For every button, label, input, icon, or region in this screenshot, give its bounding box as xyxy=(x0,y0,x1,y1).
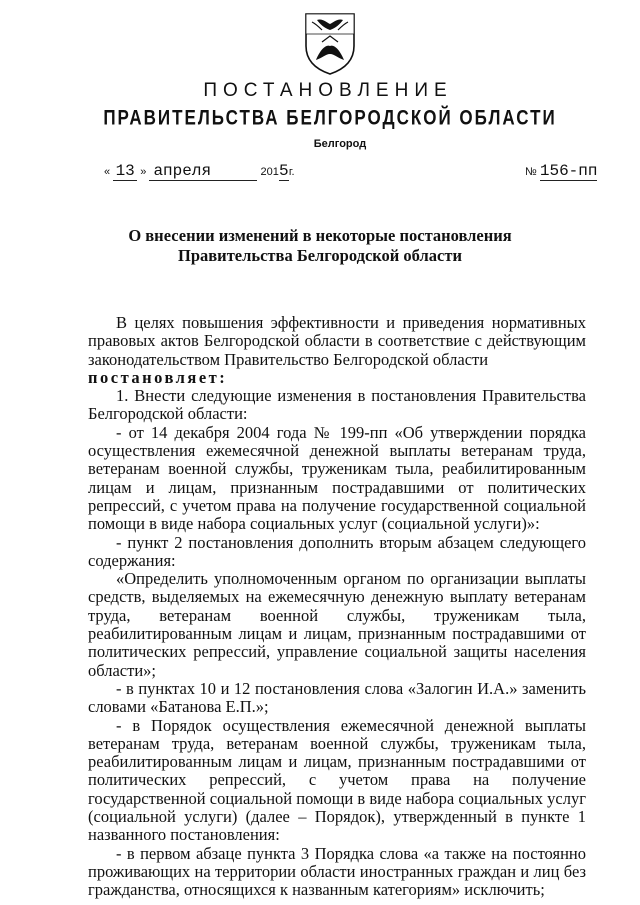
quoted-text: «Определить уполномоченным органом по организации выплаты средств, выделяемых на ежемесячную денежную выплату ветеранам труда, ветеранам военной службы, труженикам тыла, реабилитированным лицам и лицам, признанным пострадавшими от политических репрессий, управление социальной защиты населения области»; xyxy=(88,569,586,680)
date-year-prefix: 201 xyxy=(260,166,279,178)
date-close-quote: » xyxy=(140,166,147,178)
date-day: 13 xyxy=(113,162,137,181)
document-subject-line2: Правительства Белгородской области xyxy=(178,246,462,265)
document-type-title: ПОСТАНОВЛЕНИЕ xyxy=(203,80,453,101)
document-subject xyxy=(0,226,640,266)
item-1-sub-1c1: - в первом абзаце пункта 3 Порядка слова «а также на постоянно проживающих на территории области иностранных граждан и лиц без гражданства, относящихся к названным категориям» исключить; xyxy=(88,843,586,900)
item-1-sub-1b: - в пунктах 10 и 12 постановления слова «Залогин И.А.» заменить словами «Батанова Е.П.»; xyxy=(88,678,586,717)
city-name: Белгород xyxy=(313,138,367,150)
belgorod-coat-of-arms-icon xyxy=(300,10,360,76)
resolves-word: постановляет: xyxy=(88,367,228,387)
date-open-quote: « xyxy=(104,166,111,178)
item-1-sub-1c: - в Порядок осуществления ежемесячной денежной выплаты ветеранам труда, ветеранам военной службы, труженикам тыла, реабилитированным лицам и лицам, признанным пострадавшими от политических репрессий, с учетом права на получение государственной социальной помощи в виде набора социальных услуг (социальной услуги) (далее – Порядок), утвержденный в пункте 1 названного постановления: xyxy=(88,715,586,845)
item-1: 1. Внести следующие изменения в постановления Правительства Белгородской области: xyxy=(88,386,586,424)
item-1-sub-1: - от 14 декабря 2004 года № 199-пп «Об утверждении порядка осуществления ежемесячной денежной выплаты ветеранам труда, ветеранам военной службы, труженикам тыла, реабилитированным лицам и лицам, признанным пострадавшими от политических репрессий, с учетом права на получение государственной социальной помощи в виде набора социальных услуг (социальной услуги)»: xyxy=(88,422,586,534)
preamble-paragraph: В целях повышения эффективности и приведения нормативных правовых актов Белгородской области в соответствие с действующим законодательством Правительство Белгородской области xyxy=(88,313,586,369)
number-prefix: № xyxy=(525,166,537,178)
document-number xyxy=(525,162,597,180)
document-date xyxy=(104,162,295,181)
date-year-suffix: г. xyxy=(288,166,295,178)
document-subject-line1: О внесении изменений в некоторые постановления xyxy=(128,226,512,245)
document-body xyxy=(88,314,586,900)
number-value: 156-пп xyxy=(539,162,598,180)
item-1-sub-1a: - пункт 2 постановления дополнить вторым абзацем следующего содержания: xyxy=(88,532,586,570)
date-month: апреля xyxy=(149,162,257,181)
date-year-digit: 5 xyxy=(279,162,289,180)
issuing-authority: ПРАВИТЕЛЬСТВА БЕЛГОРОДСКОЙ ОБЛАСТИ xyxy=(103,105,557,130)
